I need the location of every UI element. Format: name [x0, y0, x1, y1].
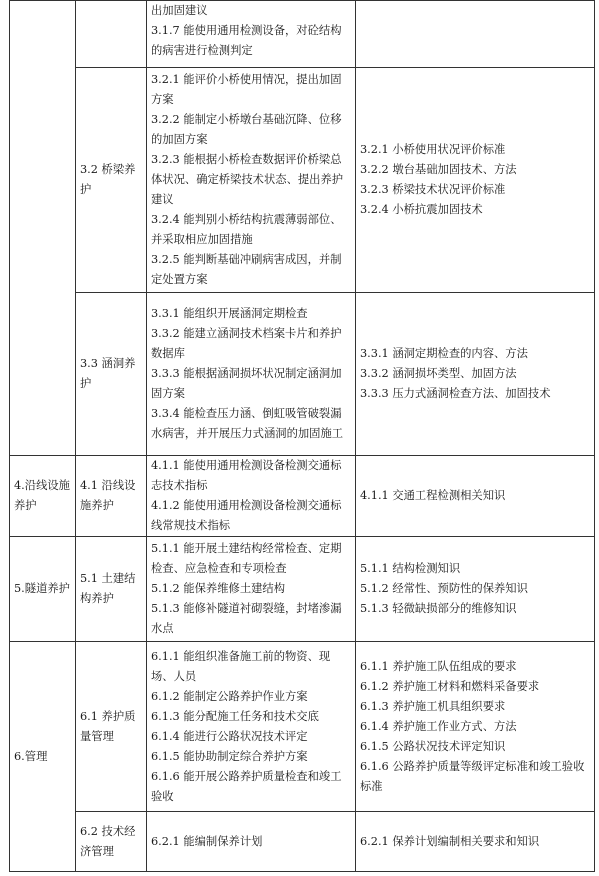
skill-line: 3.2.2 能制定小桥墩台基础沉降、位移的加固方案	[151, 113, 342, 146]
skill-line: 6.1.3 能分配施工任务和技术交底	[151, 709, 319, 723]
knowledge-cell	[356, 293, 595, 456]
skill-requirements-cell	[147, 812, 356, 872]
skill-line: 3.3.4 能检查压力涵、倒虹吸管破裂漏水病害，并开展压力式涵洞的加固施工	[151, 407, 344, 440]
knowledge-line: 3.2.1 小桥使用状况评价标准	[360, 143, 506, 156]
knowledge-line: 5.1.3 轻微缺损部分的维修知识	[360, 602, 517, 615]
knowledge-line: 3.3.2 涵洞损坏类型、加固方法	[360, 367, 517, 380]
knowledge-line: 3.2.3 桥梁技术状况评价标准	[360, 183, 506, 196]
skill-line: 3.2.4 能判别小桥结构抗震薄弱部位、并采取相应加固措施	[151, 213, 342, 246]
knowledge-line: 5.1.1 结构检测知识	[360, 562, 461, 575]
skill-requirements-cell	[147, 642, 356, 812]
skill-requirements-cell	[147, 1, 356, 68]
skill-line: 3.2.5 能判断基础冲刷病害成因，并制定处置方案	[151, 253, 342, 286]
skill-requirements-cell	[147, 293, 356, 456]
knowledge-line: 6.2.1 保养计划编制相关要求和知识	[360, 834, 540, 848]
level2-cell: 4.1 沿线设施养护	[76, 456, 147, 537]
skills-table	[9, 0, 595, 872]
knowledge-line: 3.2.2 墩台基础加固技术、方法	[360, 163, 517, 176]
knowledge-line: 3.3.3 压力式涵洞检查方法、加固技术	[360, 387, 551, 400]
table-row	[10, 456, 595, 537]
knowledge-line: 6.1.5 公路状况技术评定知识	[360, 739, 506, 753]
skill-line: 6.1.2 能制定公路养护作业方案	[151, 689, 308, 703]
skill-line: 3.3.3 能根据涵洞损坏状况制定涵洞加固方案	[151, 367, 342, 400]
level1-cell: 5.隧道养护	[10, 537, 76, 642]
skill-line: 4.1.1 能使用通用检测设备检测交通标志技术指标	[151, 459, 342, 492]
skill-line: 4.1.2 能使用通用检测设备检测交通标线常规技术指标	[151, 499, 342, 532]
level1-cell: 6.管理	[10, 642, 76, 872]
knowledge-line: 6.1.1 养护施工队伍组成的要求	[360, 659, 517, 673]
skill-line: 3.3.2 能建立涵洞技术档案卡片和养护数据库	[151, 327, 342, 360]
skill-line: 6.1.5 能协助制定综合养护方案	[151, 749, 308, 763]
skill-line: 3.3.1 能组织开展涵洞定期检查	[151, 307, 308, 320]
level1-cell: 4.沿线设施养护	[10, 456, 76, 537]
skill-requirements-cell	[147, 537, 356, 642]
skill-line: 5.1.1 能开展土建结构经常检查、定期检查、应急检查和专项检查	[151, 542, 342, 575]
knowledge-cell	[356, 1, 595, 68]
knowledge-line: 5.1.2 经常性、预防性的保养知识	[360, 582, 528, 595]
level2-cell	[76, 1, 147, 68]
knowledge-line: 6.1.4 养护施工作业方式、方法	[360, 719, 517, 733]
knowledge-cell	[356, 68, 595, 293]
knowledge-line: 6.1.3 养护施工机具组织要求	[360, 699, 506, 713]
knowledge-line: 4.1.1 交通工程检测相关知识	[360, 489, 506, 502]
knowledge-cell	[356, 642, 595, 812]
skill-line: 5.1.2 能保养维修土建结构	[151, 582, 286, 595]
skill-line: 6.1.6 能开展公路养护质量检查和竣工验收	[151, 769, 342, 803]
level1-cell	[10, 1, 76, 456]
table-row	[10, 642, 595, 812]
level2-cell: 6.1 养护质量管理	[76, 642, 147, 812]
skill-line: 6.2.1 能编制保养计划	[151, 834, 263, 848]
table-row	[10, 293, 595, 456]
table-row	[10, 1, 595, 68]
skill-requirements-cell	[147, 68, 356, 293]
level2-cell: 3.2 桥梁养护	[76, 68, 147, 293]
table-row	[10, 812, 595, 872]
knowledge-line: 3.3.1 涵洞定期检查的内容、方法	[360, 347, 528, 360]
skill-line: 3.2.3 能根据小桥检查数据评价桥梁总体状况、确定桥梁技术状态、提出养护建议	[151, 153, 344, 206]
knowledge-cell	[356, 456, 595, 537]
level2-cell: 5.1 土建结构养护	[76, 537, 147, 642]
knowledge-cell	[356, 537, 595, 642]
table-row	[10, 68, 595, 293]
knowledge-line: 3.2.4 小桥抗震加固技术	[360, 203, 483, 216]
skill-line: 6.1.1 能组织准备施工前的物资、现场、人员	[151, 649, 331, 683]
level2-cell: 3.3 涵洞养护	[76, 293, 147, 456]
skill-line: 3.1.7 能使用通用检测设备，对砼结构的病害进行检测判定	[151, 24, 342, 57]
knowledge-cell	[356, 812, 595, 872]
level2-cell: 6.2 技术经济管理	[76, 812, 147, 872]
skill-line: 3.2.1 能评价小桥使用情况，提出加固方案	[151, 73, 342, 106]
table-row	[10, 537, 595, 642]
skill-line: 出加固建议	[151, 4, 208, 17]
skill-line: 6.1.4 能进行公路状况技术评定	[151, 729, 308, 743]
skill-line: 5.1.3 能修补隧道衬砌裂缝，封堵渗漏水点	[151, 602, 342, 635]
knowledge-line: 6.1.6 公路养护质量等级评定标准和竣工验收标准	[360, 759, 585, 793]
knowledge-line: 6.1.2 养护施工材料和燃料采备要求	[360, 679, 540, 693]
skill-requirements-cell	[147, 456, 356, 537]
